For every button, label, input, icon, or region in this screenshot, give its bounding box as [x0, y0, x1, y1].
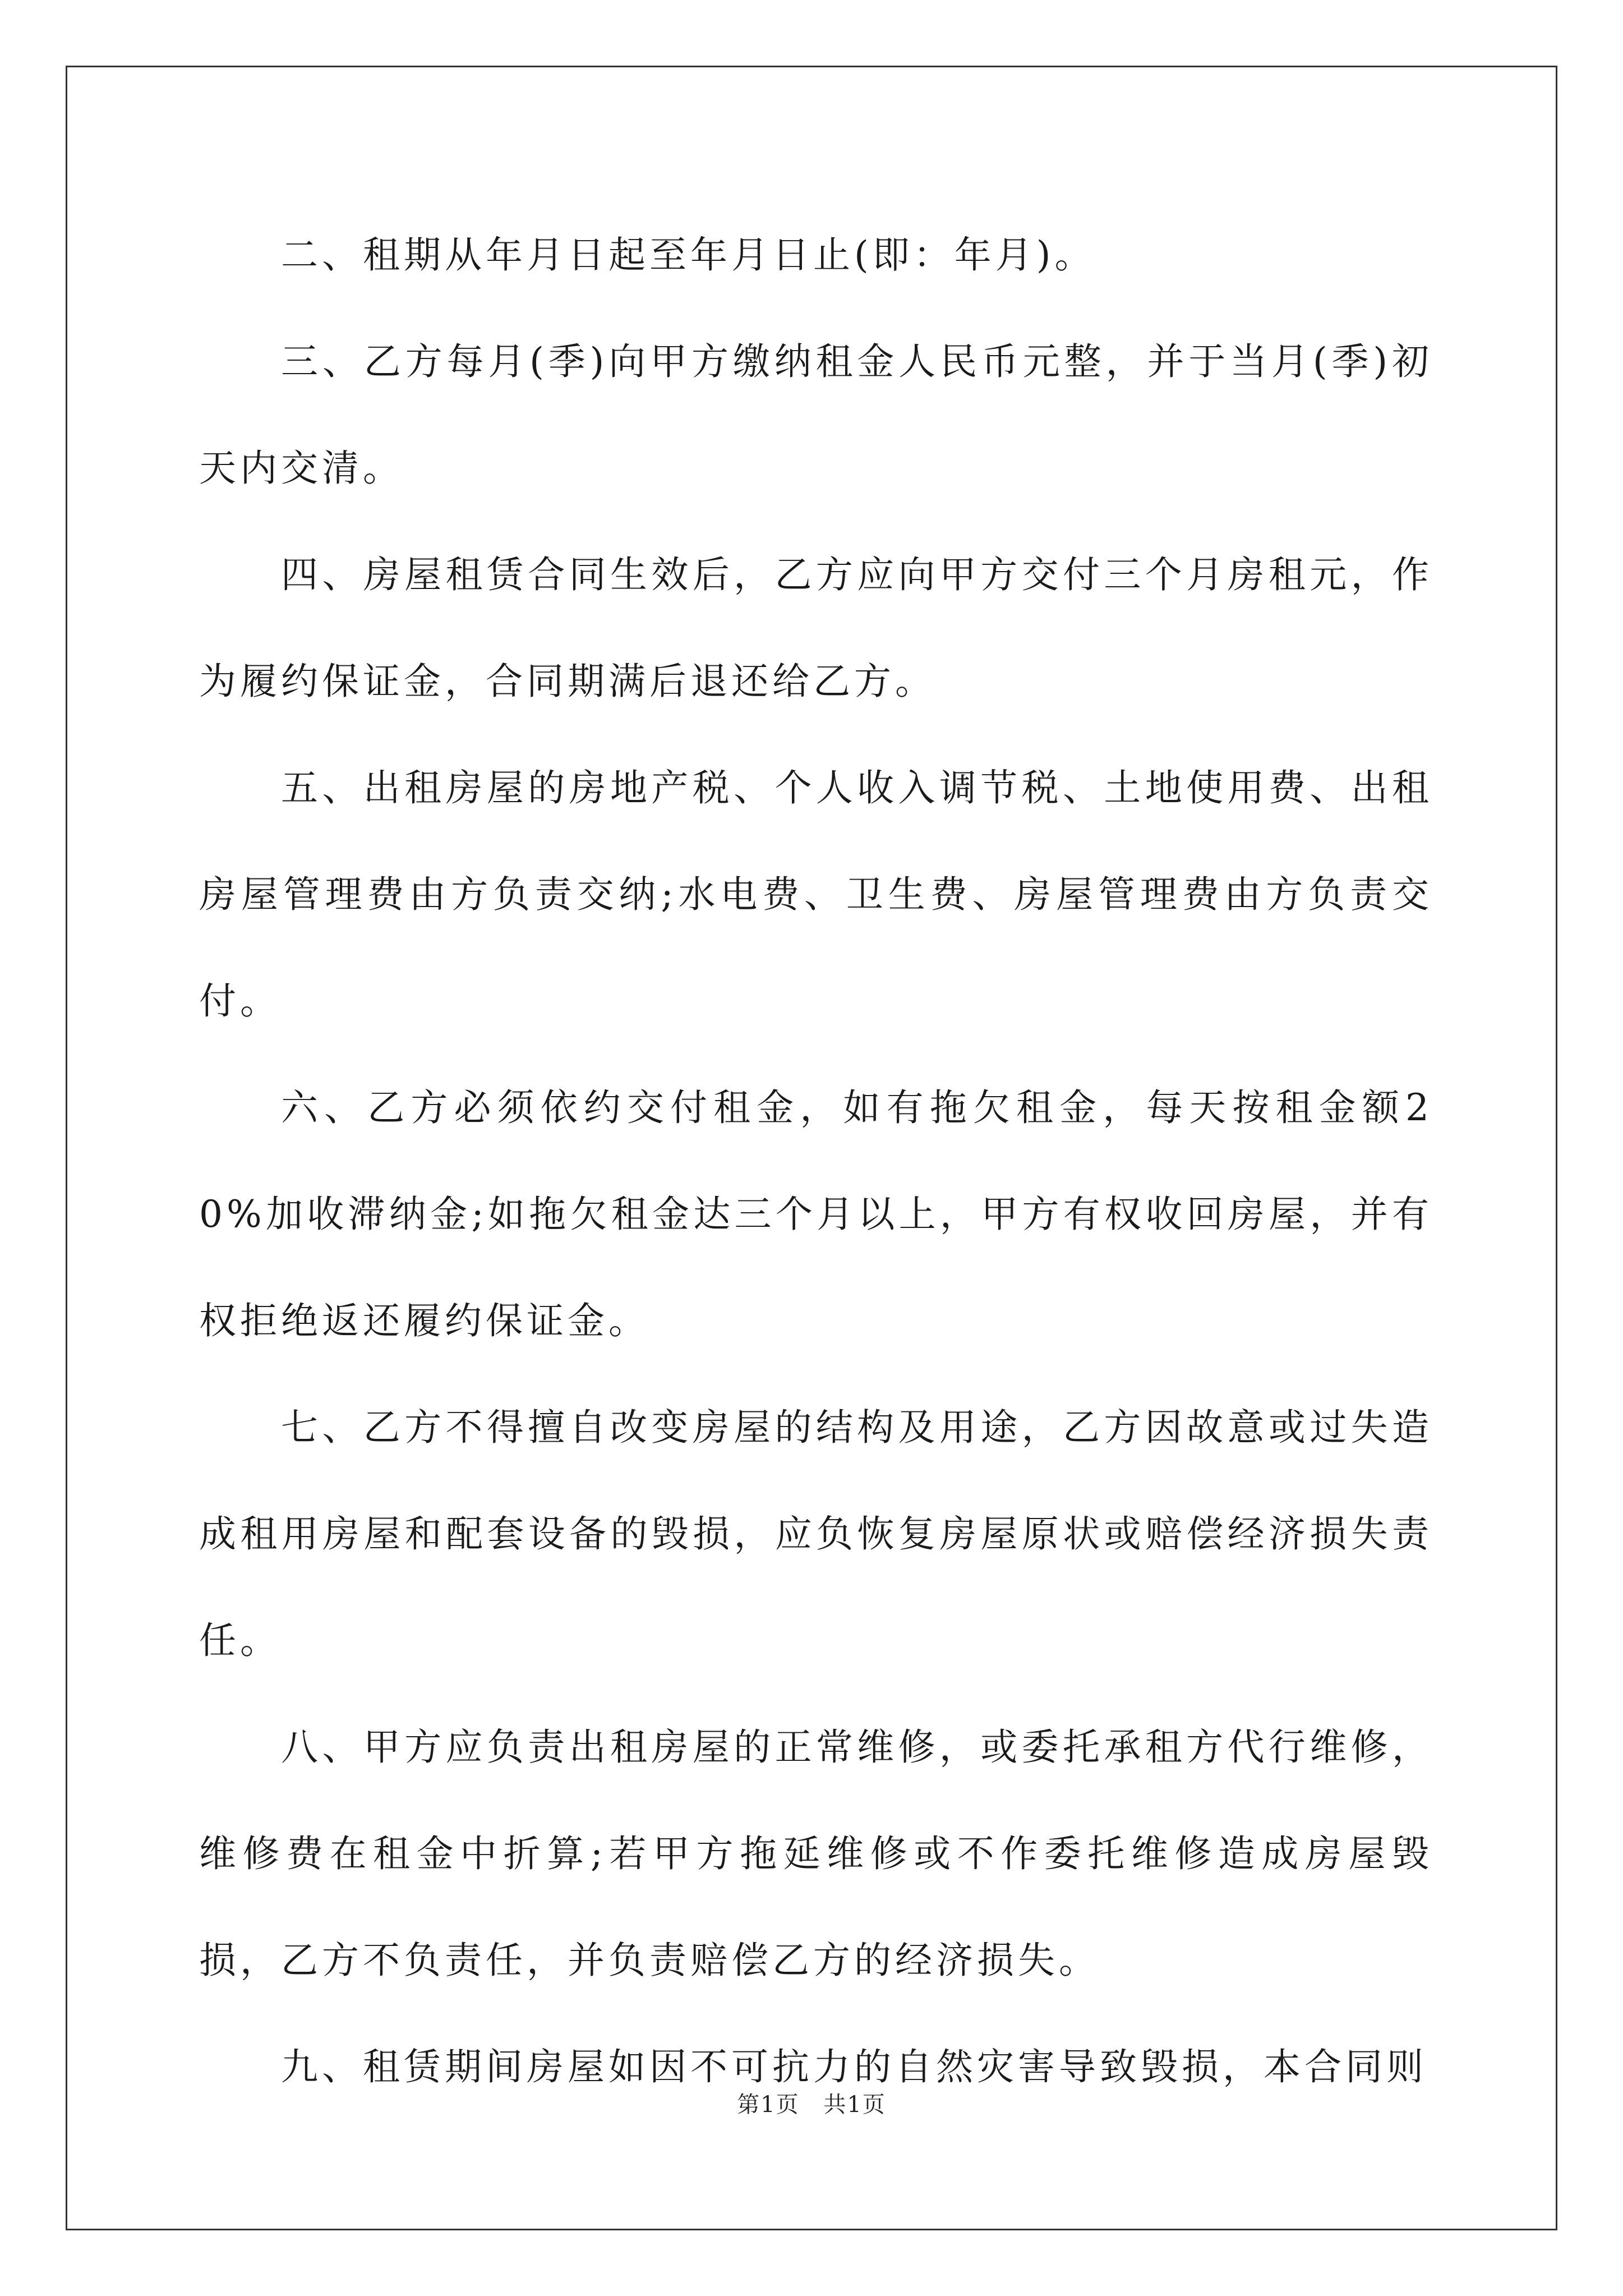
page-total: 共1页: [823, 2092, 886, 2118]
paragraph-5: 五、出租房屋的房地产税、个人收入调节税、土地使用费、出租房屋管理费由方负责交纳;水电费、卫生费、房屋管理费由方负责交付。: [199, 766, 1433, 1023]
paragraph-9: 九、租赁期间房屋如因不可抗力的自然灾害导致毁损，本合同则: [281, 2045, 1427, 2088]
page-footer: [0, 2087, 1623, 2119]
paragraph-2: 二、租期从年月日起至年月日止(即：年月)。: [281, 233, 1096, 277]
document-body: [199, 202, 1433, 2120]
paragraph-7: 七、乙方不得擅自改变房屋的结构及用途，乙方因故意或过失造成租用房屋和配套设备的毁损，应负恢复房屋原状或赔偿经济损失责任。: [199, 1406, 1433, 1662]
paragraph-8: 八、甲方应负责出租房屋的正常维修，或委托承租方代行维修，维修费在租金中折算;若甲方拖延维修或不作委托维修造成房屋毁损，乙方不负责任，并负责赔偿乙方的经济损失。: [199, 1726, 1433, 1982]
paragraph-6: 六、乙方必须依约交付租金，如有拖欠租金，每天按租金额20%加收滞纳金;如拖欠租金达三个月以上，甲方有权收回房屋，并有权拒绝返还履约保证金。: [199, 1086, 1433, 1342]
paragraph-3: 三、乙方每月(季)向甲方缴纳租金人民币元整，并于当月(季)初天内交清。: [199, 340, 1433, 490]
page-number: 第1页: [737, 2092, 800, 2118]
paragraph-4: 四、房屋租赁合同生效后，乙方应向甲方交付三个月房租元，作为履约保证金，合同期满后退还给乙方。: [199, 553, 1433, 703]
